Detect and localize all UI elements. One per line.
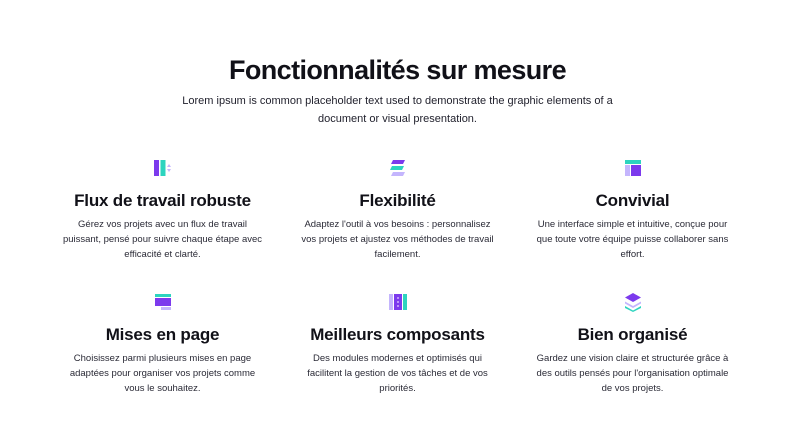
layout-panel-icon bbox=[623, 158, 643, 178]
feature-description: Adaptez l'outil à vos besoins : personnalisez vos projets et ajustez vos méthodes de travail facilement. bbox=[301, 219, 494, 260]
feature-card-components bbox=[280, 290, 515, 410]
components-icon bbox=[388, 292, 408, 312]
feature-title: Flexibilité bbox=[359, 191, 436, 210]
feature-description: Gérez vos projets avec un flux de travail puissant, pensé pour suivre chaque étape avec efficacité et clarté. bbox=[62, 219, 263, 260]
features-grid bbox=[45, 156, 750, 410]
stack-bars-icon bbox=[388, 158, 408, 178]
feature-title: Bien organisé bbox=[577, 325, 688, 344]
feature-description: Gardez une vision claire et structurée grâce à des outils pensés pour l'organisation optimale de vos projets. bbox=[536, 353, 729, 394]
feature-card-flexibility bbox=[280, 156, 515, 290]
feature-title: Meilleurs composants bbox=[310, 325, 485, 344]
section-title: Fonctionnalités sur mesure bbox=[229, 55, 566, 85]
feature-title: Mises en page bbox=[105, 325, 220, 344]
columns-icon bbox=[153, 158, 173, 178]
feature-card-user-friendly bbox=[515, 156, 750, 290]
feature-card-layouts bbox=[45, 290, 280, 410]
feature-card-organized bbox=[515, 290, 750, 410]
feature-description: Choisissez parmi plusieurs mises en page adaptées pour organiser vos projets comme vous le souhaitez. bbox=[69, 353, 256, 394]
feature-title: Flux de travail robuste bbox=[74, 191, 251, 210]
section-header bbox=[0, 52, 795, 128]
section-subtitle: Lorem ipsum is common placeholder text used to demonstrate the graphic elements of a document or visual presentation. bbox=[182, 95, 613, 125]
feature-title: Convivial bbox=[595, 191, 670, 210]
feature-description: Des modules modernes et optimisés qui facilitent la gestion de vos tâches et de vos priorités. bbox=[307, 353, 488, 394]
page-layout-icon bbox=[153, 292, 173, 312]
layers-icon bbox=[623, 292, 643, 312]
feature-description: Une interface simple et intuitive, conçue pour que toute votre équipe puisse collaborer sans effort. bbox=[536, 219, 729, 260]
feature-card-workflow bbox=[45, 156, 280, 290]
